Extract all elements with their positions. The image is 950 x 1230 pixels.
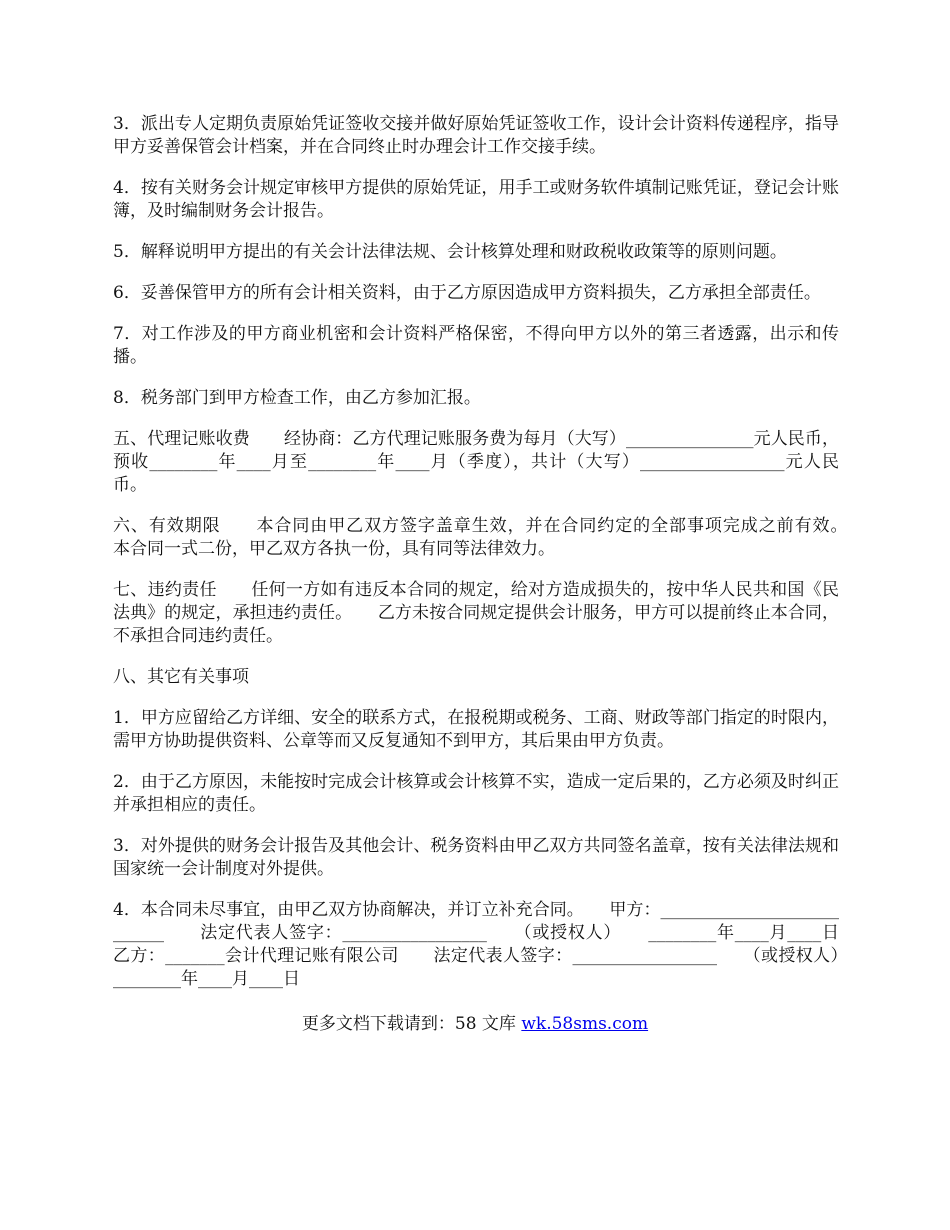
footer-text: 更多文档下载请到：58 文库 (301, 1014, 522, 1034)
footer (0, 1013, 950, 1036)
item-4-signatures: 4．本合同未尽事宜，由甲乙双方协商解决，并订立补充合同。 甲方：___________________________ 法定代表人签字：_________________ （或授权人） ________年____月____日 乙方：_______会计代理记账有限公司 法定代表人签字：_________________ （或授权人） ________年____月____日 (113, 900, 873, 989)
clause-7-confidential: 7．对工作涉及的甲方商业机密和会计资料严格保密，不得向甲方以外的第三者透露，出示和传播。 (113, 324, 839, 367)
section-6-validity: 六、有效期限 本合同由甲乙双方签字盖章生效，并在合同约定的全部事项完成之前有效。 本合同一式二份，甲乙双方各执一份，具有同等法律效力。 (113, 516, 873, 559)
item-2-correction: 2．由于乙方原因，未能按时完成会计核算或会计核算不实，造成一定后果的，乙方必须及时纠正并承担相应的责任。 (113, 772, 839, 815)
item-1-contact: 1．甲方应留给乙方详细、安全的联系方式，在报税期或税务、工商、财政等部门指定的时限内，需甲方协助提供资料、公章等而又反复通知不到甲方，其后果由甲方负责。 (113, 708, 839, 751)
clause-3-handover: 3．派出专人定期负责原始凭证签收交接并做好原始凭证签收工作，设计会计资料传递程序，指导甲方妥善保管会计档案，并在合同终止时办理会计工作交接手续。 (113, 114, 839, 157)
section-7-liability: 七、违约责任 任何一方如有违反本合同的规定，给对方造成损失的，按中华人民共和国《民法典》的规定，承担违约责任。 乙方未按合同规定提供会计服务，甲方可以提前终止本合同，不承担合同违约责任。 (113, 580, 839, 646)
clause-5-explain: 5．解释说明甲方提出的有关会计法律法规、会计核算处理和财政税收政策等的原则问题。 (113, 242, 787, 262)
item-3-reports: 3．对外提供的财务会计报告及其他会计、税务资料由甲乙双方共同签名盖章，按有关法律法规和国家统一会计制度对外提供。 (113, 836, 839, 879)
clause-8-tax-inspection: 8．税务部门到甲方检查工作，由乙方参加汇报。 (113, 388, 481, 408)
clause-6-safekeeping: 6．妥善保管甲方的所有会计相关资料，由于乙方原因造成甲方资料损失，乙方承担全部责任。 (113, 283, 821, 303)
clause-4-review: 4．按有关财务会计规定审核甲方提供的原始凭证，用手工或财务软件填制记账凭证，登记会计账簿，及时编制财务会计报告。 (113, 178, 839, 221)
section-8-heading: 八、其它有关事项 (113, 667, 249, 687)
section-5-fees: 五、代理记账收费 经协商：乙方代理记账服务费为每月（大写）_______________元人民币，预收________年____月至________年____月（季度），共计（大写）_________________元人民币。 (113, 429, 839, 495)
document-body (113, 113, 873, 1009)
footer-link[interactable]: wk.58sms.com (521, 1014, 649, 1034)
